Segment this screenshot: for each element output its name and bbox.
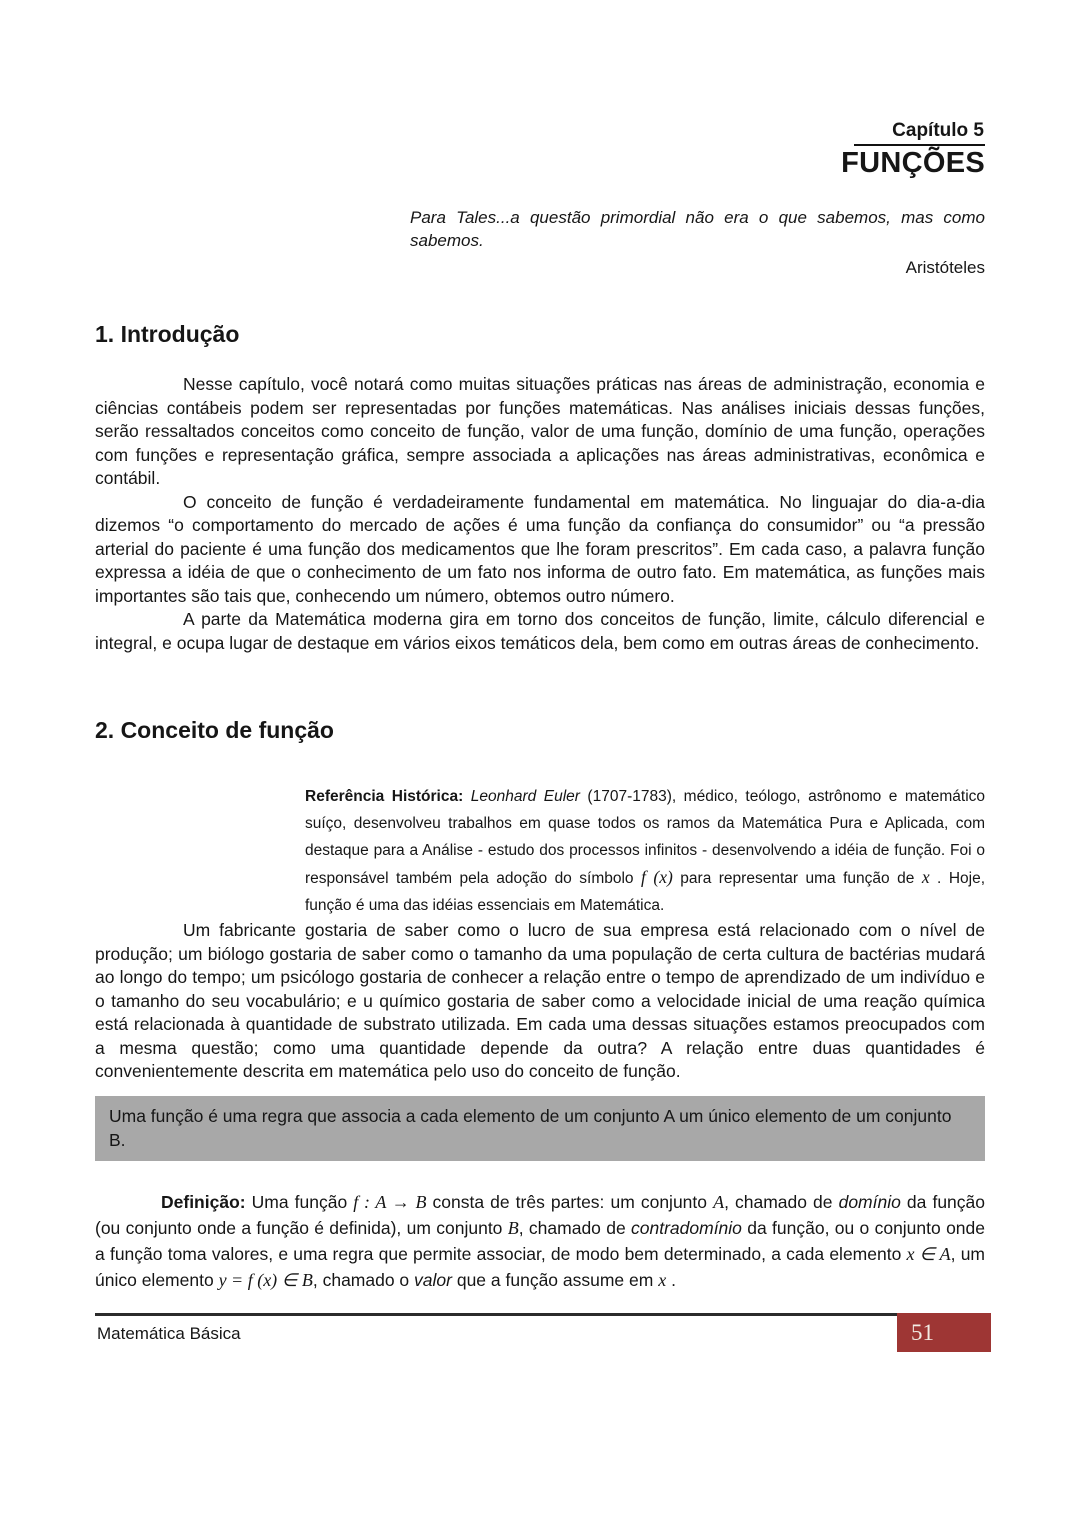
reference-fx-symbol: f (x)	[641, 867, 673, 887]
section-heading-conceito: 2. Conceito de função	[95, 717, 334, 743]
chapter-title: FUNÇÕES	[841, 147, 985, 179]
chapter-label: Capítulo 5	[854, 120, 985, 146]
epigraph-author: Aristóteles	[905, 258, 985, 277]
intro-paragraph-1: Nesse capítulo, você notará como muitas situações práticas nas áreas de administração, economia e ciências contábeis podem ser representadas por funções matemáticas. Nas análises iniciais dessas funções, serão ressaltados conceitos como conceito de função, valor de uma função, domínio de uma função, operações com funções e representação gráfica, sempre associada a aplicações nas áreas administrativas, econômica e contábil.	[95, 374, 985, 488]
epigraph-quote: Para Tales...a questão primordial não era o que sabemos, mas como sabemos.	[410, 208, 985, 250]
math-B: B	[507, 1217, 519, 1238]
reference-colon: :	[458, 788, 471, 805]
definition-text-3: , chamado de	[724, 1191, 839, 1212]
definition-text-6: da função, ou o conjunto onde a função toma valores, e uma regra que permite associar, de modo bem determinado, a cada elemento	[95, 1217, 985, 1264]
reference-text-1: (1707-1783), médico, teólogo, astrônomo e matemático suíço, desenvolveu trabalhos em quase todos os ramos da Matemática Pura e Aplicada, com destaque para a Análise - estudo dos processos infinitos - desenvolvendo a idéia de função. Foi o responsável também pela adoção do símbolo	[305, 788, 986, 887]
intro-paragraph-2: O conceito de função é verdadeiramente fundamental em matemática. No linguajar do dia-a-dia dizemos “o comportamento do mercado de ações é uma função da confiança do consumidor” ou “a pressão arterial do paciente é uma função dos medicamentos que lhe foram prescritos”. Em cada caso, a palavra função expressa a idéia de que o conhecimento de um fato nos informa de outro fato. Em matemática, as funções mais importantes são tais que, conhecendo um número, obtemos outro número.	[95, 491, 985, 606]
definition-text-7: , um único elemento	[95, 1243, 986, 1290]
math-x: x	[658, 1269, 667, 1290]
reference-euler-name: Leonhard Euler	[470, 788, 580, 805]
chapter-header	[95, 120, 985, 180]
term-dominio: domínio	[838, 1191, 901, 1212]
definition-text-9: que a função assume em	[451, 1269, 659, 1290]
page-number: 51	[911, 1319, 934, 1345]
reference-label: Referência Histórica	[305, 788, 459, 805]
page-number-badge	[897, 1313, 991, 1352]
footer-book-title: Matemática Básica	[97, 1323, 241, 1343]
section-heading-introducao: 1. Introdução	[95, 321, 240, 347]
term-valor: valor	[414, 1269, 452, 1290]
term-contradominio: contradomínio	[631, 1217, 742, 1238]
reference-x-symbol: x	[921, 867, 930, 887]
definition-label: Definição:	[161, 1191, 246, 1212]
definition-text-10: .	[666, 1269, 676, 1290]
intro-paragraph-3: A parte da Matemática moderna gira em torno dos conceitos de função, limite, cálculo diferencial e integral, e ocupa lugar de destaque em vários eixos temáticos dela, bem como em outras áreas de conhecimento.	[95, 609, 985, 653]
function-definition-box: Uma função é uma regra que associa a cada elemento de um conjunto A um único elemento de um conjunto B.	[95, 1096, 985, 1161]
definition-text-8: , chamado o	[312, 1269, 415, 1290]
footer-divider	[95, 1313, 897, 1316]
historical-reference	[305, 783, 985, 919]
definition-paragraph	[95, 1189, 985, 1293]
reference-text-3: . Hoje, função é uma das idéias essenciais em Matemática.	[305, 870, 986, 914]
definition-text-4: da função (ou conjunto onde a função é definida), um conjunto	[95, 1191, 985, 1238]
math-A: A	[713, 1191, 725, 1212]
concept-paragraph: Um fabricante gostaria de saber como o lucro de sua empresa está relacionado com o nível de produção; um biólogo gostaria de saber como o tamanho da uma população de certa cultura de bactérias mudará ao longo do tempo; um psicólogo gostaria de conhecer a relação entre o tempo de aprendizado de um indivíduo e o tamanho do seu vocabulário; e u químico gostaria de saber como a velocidade inicial de uma reação química está relacionada à quantidade de substrato utilizada. Em cada uma dessas situações estamos preocupados com a mesma questão; como uma quantidade depende da outra? A relação entre duas quantidades é convenientemente descrita em matemática pelo uso do conceito de função.	[95, 920, 985, 1081]
math-y-fx-in-B: y = f (x) ∈ B	[218, 1269, 313, 1290]
definition-text-5: , chamado de	[518, 1217, 632, 1238]
definition-text-2: consta de três partes: um conjunto	[426, 1191, 714, 1212]
math-x-in-A: x ∈ A	[906, 1243, 951, 1264]
math-f-A-B: f : A → B	[353, 1191, 427, 1212]
definition-text-1: Uma função	[245, 1191, 354, 1212]
reference-text-2: para representar uma função de	[672, 870, 922, 887]
page-footer	[95, 1313, 985, 1373]
